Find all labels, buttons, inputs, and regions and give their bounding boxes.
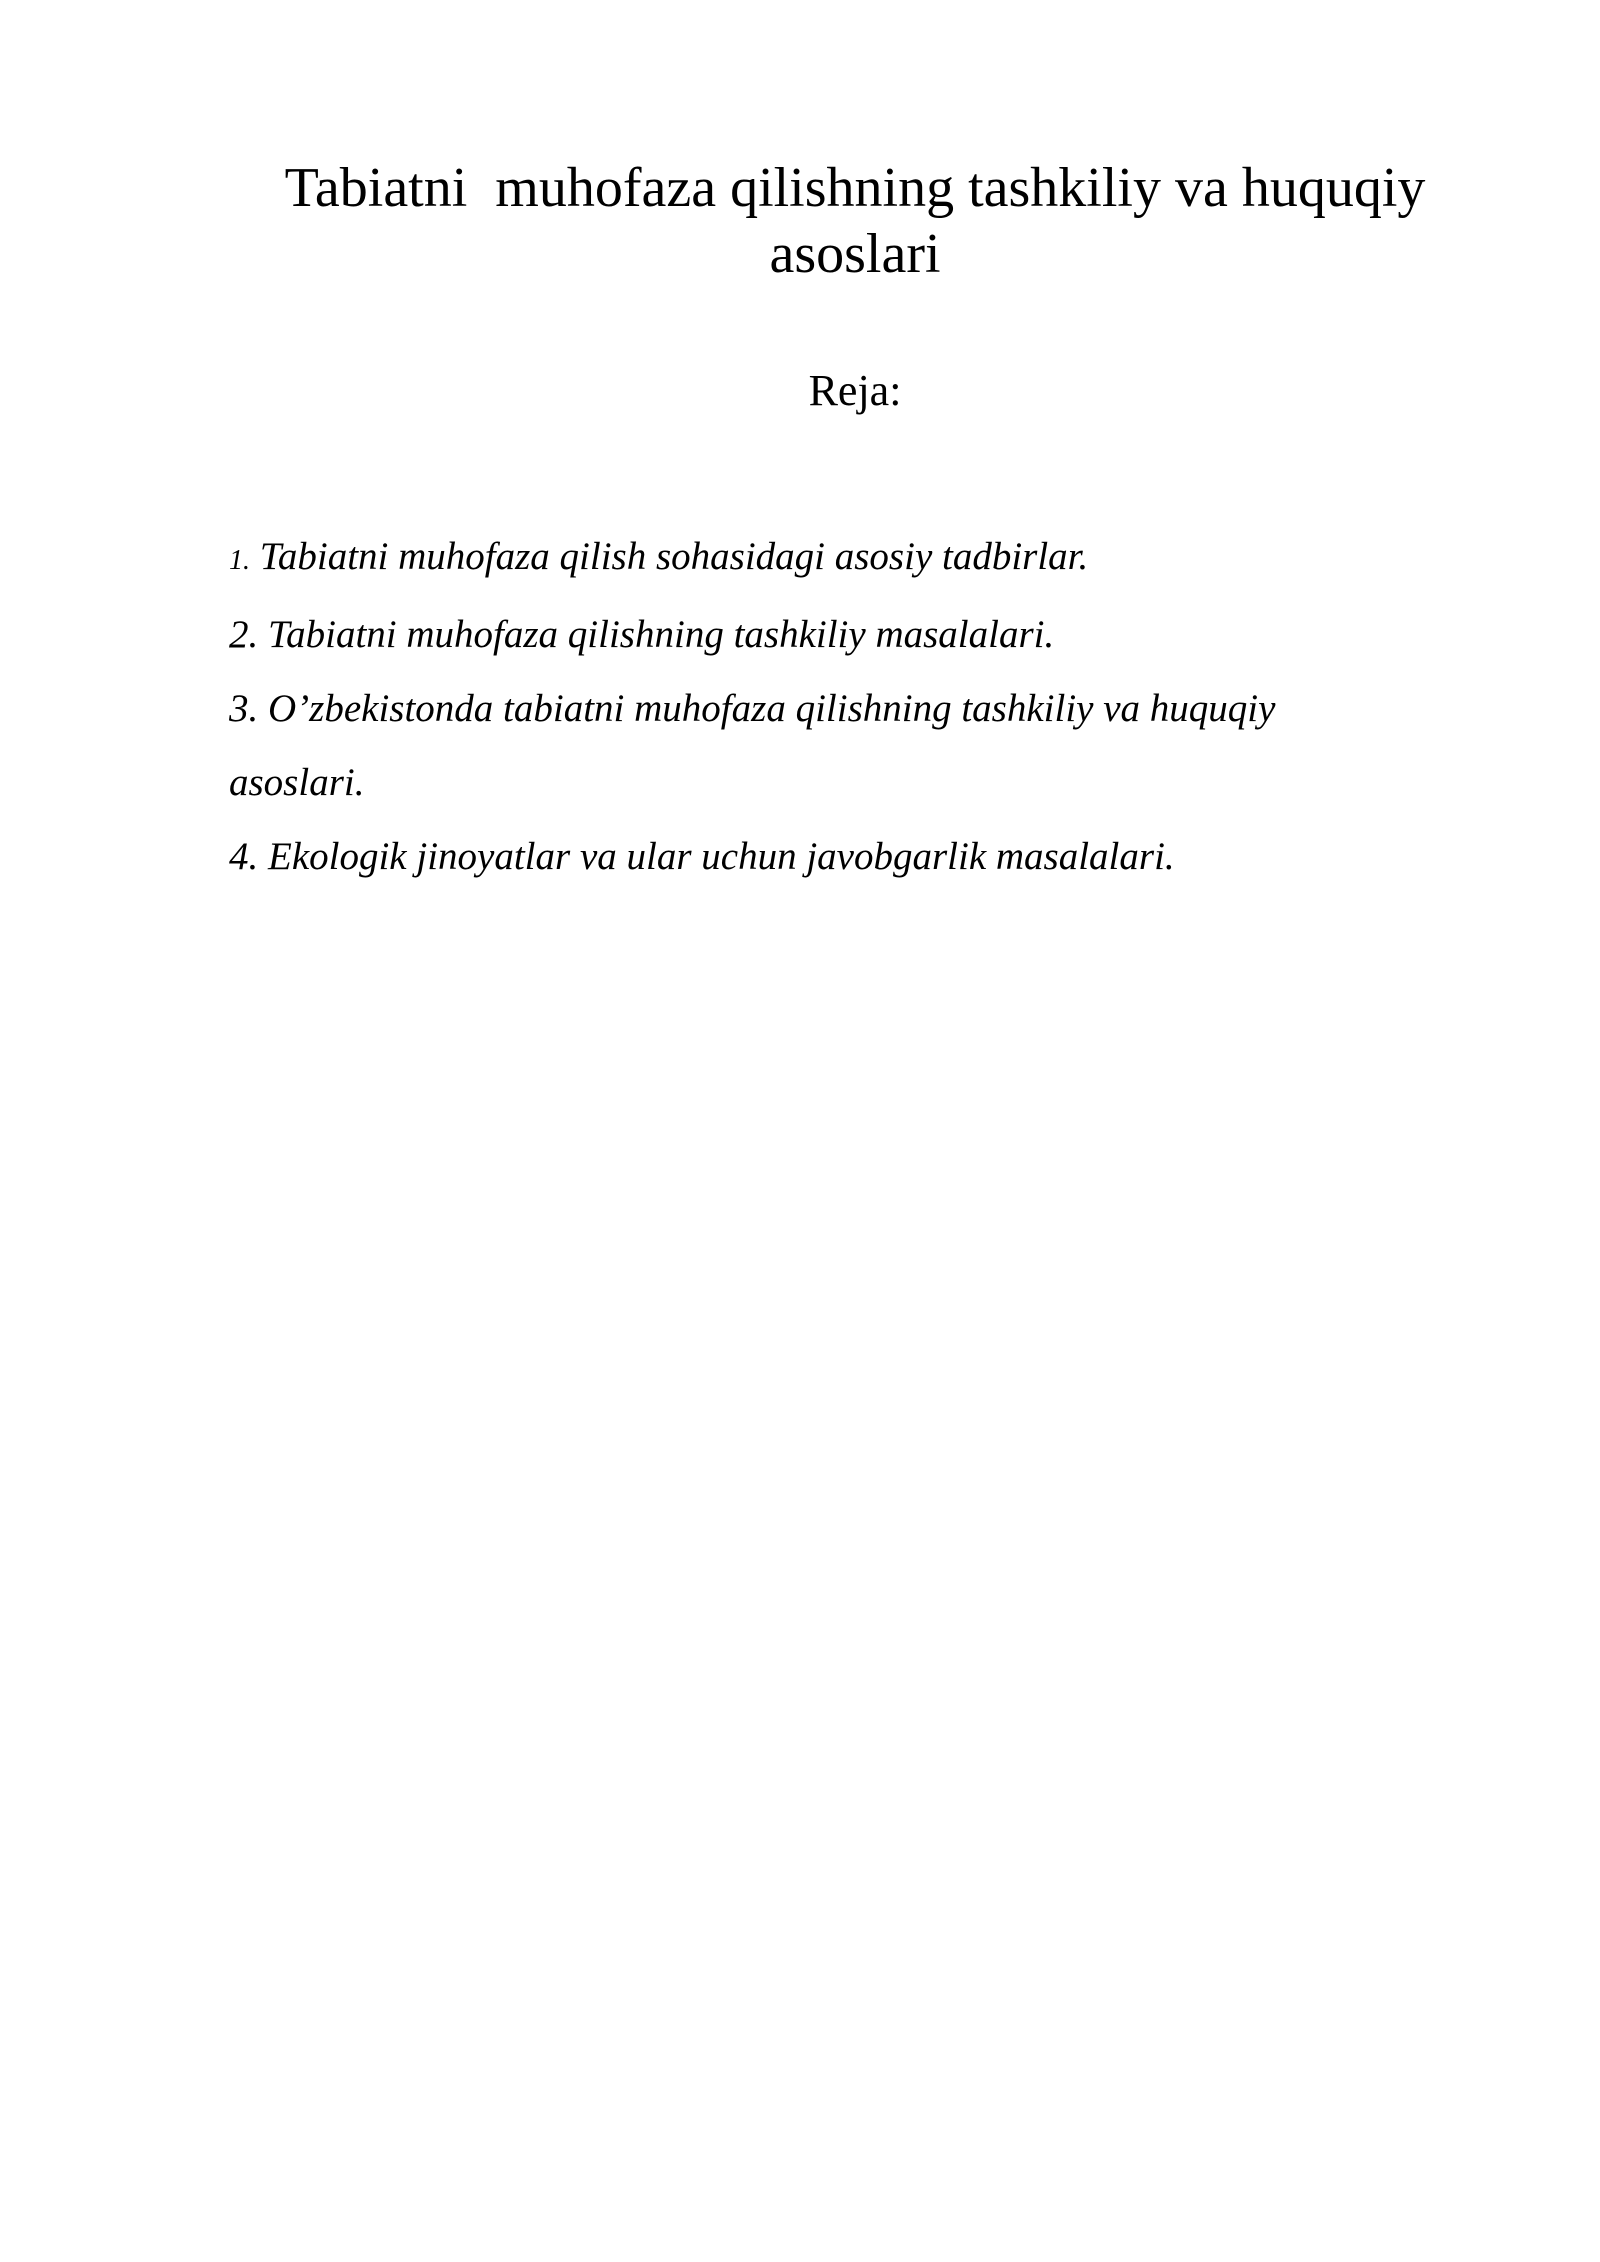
plan-item-text: Tabiatni muhofaza qilish sohasidagi asosiy tadbirlar. <box>250 535 1089 578</box>
plan-item-2 <box>229 598 1429 672</box>
plan-heading: Reja: <box>808 366 902 415</box>
plan-item-number: 3. <box>229 687 259 730</box>
plan-item-text: Ekologik jinoyatlar va ular uchun javobgarlik masalalari. <box>258 835 1175 878</box>
plan-item-3-continuation <box>229 746 1429 820</box>
plan-list <box>229 520 1429 894</box>
plan-item-3 <box>229 672 1429 746</box>
document-title <box>200 155 1510 287</box>
plan-item-number: 2. <box>229 613 259 656</box>
plan-item-1 <box>229 520 1429 598</box>
plan-item-text: O’zbekistonda tabiatni muhofaza qilishning tashkiliy va huquqiy <box>258 687 1276 730</box>
plan-item-4 <box>229 820 1429 894</box>
plan-item-text: asoslari. <box>229 761 365 804</box>
plan-item-number: 1. <box>229 545 250 576</box>
plan-item-number: 4. <box>229 835 259 878</box>
plan-item-text: Tabiatni muhofaza qilishning tashkiliy masalalari. <box>258 613 1055 656</box>
document-title-line-2: asoslari <box>769 223 941 285</box>
document-title-line-1: Tabiatni muhofaza qilishning tashkiliy va huquqiy <box>284 157 1426 219</box>
